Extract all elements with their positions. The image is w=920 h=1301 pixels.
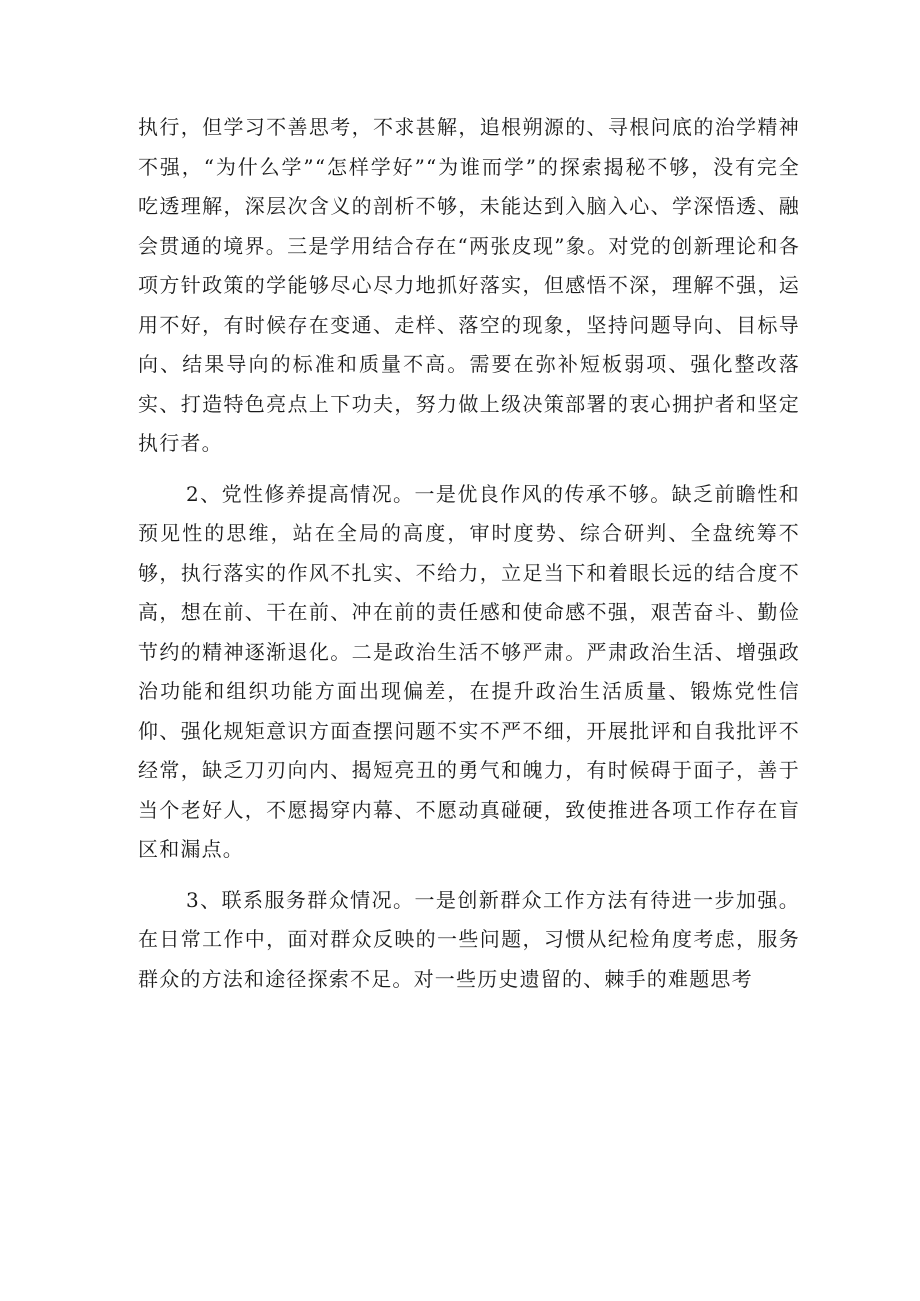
paragraph-serving-masses: 3、联系服务群众情况。一是创新群众工作方法有待进一步加强。在日常工作中，面对群众反映的一些问题，习惯从纪检角度考虑，服务群众的方法和途径探索不足。对一些历史遗留的、棘手的难题思考 [138,887,800,991]
document-body [138,108,800,1010]
paragraph-party-spirit: 2、党性修养提高情况。一是优良作风的传承不够。缺乏前瞻性和预见性的思维，站在全局的高度，审时度势、综合研判、全盘统筹不够，执行落实的作风不扎实、不给力，立足当下和着眼长远的结合度不高，想在前、干在前、冲在前的责任感和使命感不强，艰苦奋斗、勤俭节约的精神逐渐退化。二是政治生活不够严肃。严肃政治生活、增强政治功能和组织功能方面出现偏差，在提升政治生活质量、锻炼党性信仰、强化规矩意识方面查摆问题不实不严不细，开展批评和自我批评不经常，缺乏刀刃向内、揭短亮丑的勇气和魄力，有时候碍于面子，善于当个老好人，不愿揭穿内幕、不愿动真碰硬，致使推进各项工作存在盲区和漏点。 [138,481,800,861]
paragraph-continuation: 执行，但学习不善思考，不求甚解，追根朔源的、寻根问底的治学精神不强，“为什么学”“怎样学好”“为谁而学”的探索揭秘不够，没有完全吃透理解，深层次含义的剖析不够，未能达到入脑入心、学深悟透、融会贯通的境界。三是学用结合存在“两张皮现”象。对党的创新理论和各项方针政策的学能够尽心尽力地抓好落实，但感悟不深，理解不强，运用不好，有时候存在变通、走样、落空的现象，坚持问题导向、目标导向、结果导向的标准和质量不高。需要在弥补短板弱项、强化整改落实、打造特色亮点上下功夫，努力做上级决策部署的衷心拥护者和坚定执行者。 [138,115,800,455]
